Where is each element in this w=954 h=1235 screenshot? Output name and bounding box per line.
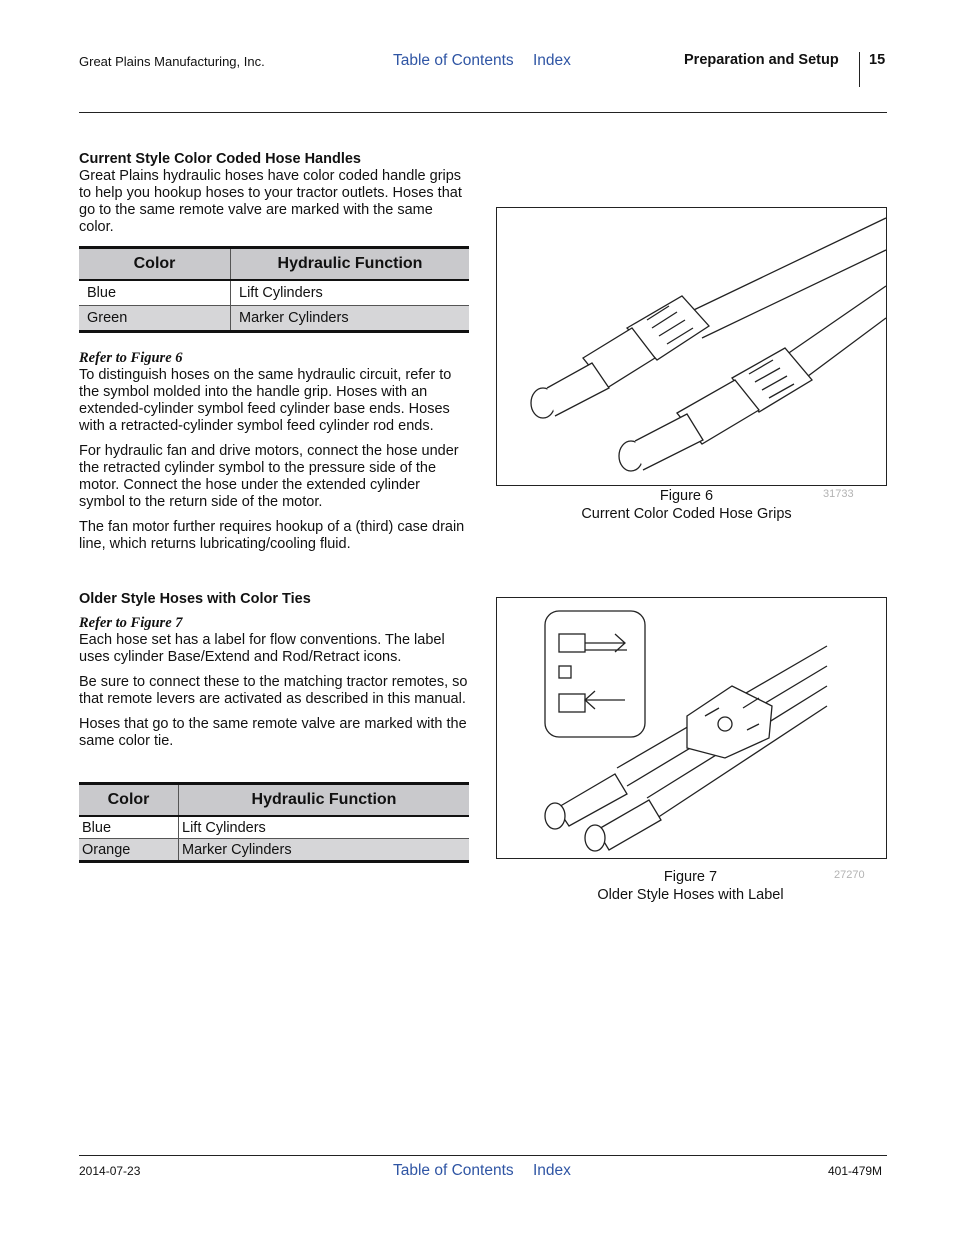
figure-6-label: Figure 6 <box>659 488 714 504</box>
figure-7-title: Older Style Hoses with Label <box>597 887 784 903</box>
table2-cell: Marker Cylinders <box>179 839 470 862</box>
header-divider <box>859 52 860 87</box>
section2-heading: Older Style Hoses with Color Ties <box>79 591 311 607</box>
figure-6-id: 31733 <box>823 488 854 500</box>
header-rule <box>79 112 887 113</box>
table-row <box>79 816 469 839</box>
header-index-link[interactable]: Index <box>533 52 571 69</box>
color-table-1 <box>79 246 469 333</box>
footer-doc-number: 401-479M <box>828 1164 883 1178</box>
table1-cell: Green <box>79 306 231 332</box>
figure-7-caption <box>496 868 885 904</box>
figure-6-caption <box>496 487 877 523</box>
refer-figure-7: Refer to Figure 7 <box>79 615 183 631</box>
footer-date: 2014-07-23 <box>79 1164 141 1178</box>
table-row <box>79 306 469 332</box>
table1-cell: Blue <box>79 280 231 306</box>
table1-cell: Marker Cylinders <box>231 306 470 332</box>
section1-intro: Great Plains hydraulic hoses have color coded handle grips to help you hookup hoses to your tractor outlets. Hoses that go to the same remote valve are marked with the same color. <box>79 168 462 235</box>
figure-6-title: Current Color Coded Hose Grips <box>581 506 792 522</box>
section1-para3: The fan motor further requires hookup of a (third) case drain line, which returns lubricating/cooling fluid. <box>79 519 465 552</box>
figure-6-image <box>496 207 887 486</box>
footer-rule <box>79 1155 887 1156</box>
section1-block <box>79 150 469 236</box>
table2-cell: Lift Cylinders <box>179 816 470 839</box>
figure-7-label: Figure 7 <box>663 869 718 885</box>
section-title: Preparation and Setup <box>684 52 839 68</box>
refer-figure-6: Refer to Figure 6 <box>79 350 183 366</box>
section2-para1: Each hose set has a label for flow conventions. The label uses cylinder Base/Extend and Rod/Retract icons. <box>79 632 445 665</box>
color-table-2 <box>79 782 469 863</box>
older-hoses-illustration <box>497 598 886 858</box>
table1-header-color: Color <box>79 248 231 281</box>
section1-body <box>79 350 469 553</box>
hose-grips-illustration <box>497 208 886 485</box>
footer-index-link[interactable]: Index <box>533 1162 571 1179</box>
figure-7-id: 27270 <box>834 869 865 881</box>
section2-para2: Be sure to connect these to the matching tractor remotes, so that remote levers are activated as described in this manual. <box>79 674 468 707</box>
section2-para3: Hoses that go to the same remote valve are marked with the same color tie. <box>79 716 467 749</box>
footer-toc-link[interactable]: Table of Contents <box>393 1162 514 1179</box>
table1-cell: Lift Cylinders <box>231 280 470 306</box>
section2-block <box>79 590 469 750</box>
section1-para2: For hydraulic fan and drive motors, connect the hose under the retracted cylinder symbol to the pressure side of the motor. Connect the hose under the extended cylinder symbol to the return side of the motor. <box>79 443 459 510</box>
table2-header-color: Color <box>79 784 179 817</box>
section1-heading: Current Style Color Coded Hose Handles <box>79 151 361 167</box>
table2-header-function: Hydraulic Function <box>179 784 470 817</box>
table2-cell: Blue <box>79 816 179 839</box>
page-number: 15 <box>869 52 886 68</box>
table1-header-function: Hydraulic Function <box>231 248 470 281</box>
table-row <box>79 280 469 306</box>
section1-para1: To distinguish hoses on the same hydraulic circuit, refer to the symbol molded into the handle grip. Hoses with an extended-cylinder symbol feed cylinder base ends. Hoses with a retracted-cylinder symbol feed cylinder rod ends. <box>79 367 452 434</box>
figure-7-image <box>496 597 887 859</box>
table2-cell: Orange <box>79 839 179 862</box>
company-name: Great Plains Manufacturing, Inc. <box>79 54 265 69</box>
header-toc-link[interactable]: Table of Contents <box>393 52 514 69</box>
table-row <box>79 839 469 862</box>
